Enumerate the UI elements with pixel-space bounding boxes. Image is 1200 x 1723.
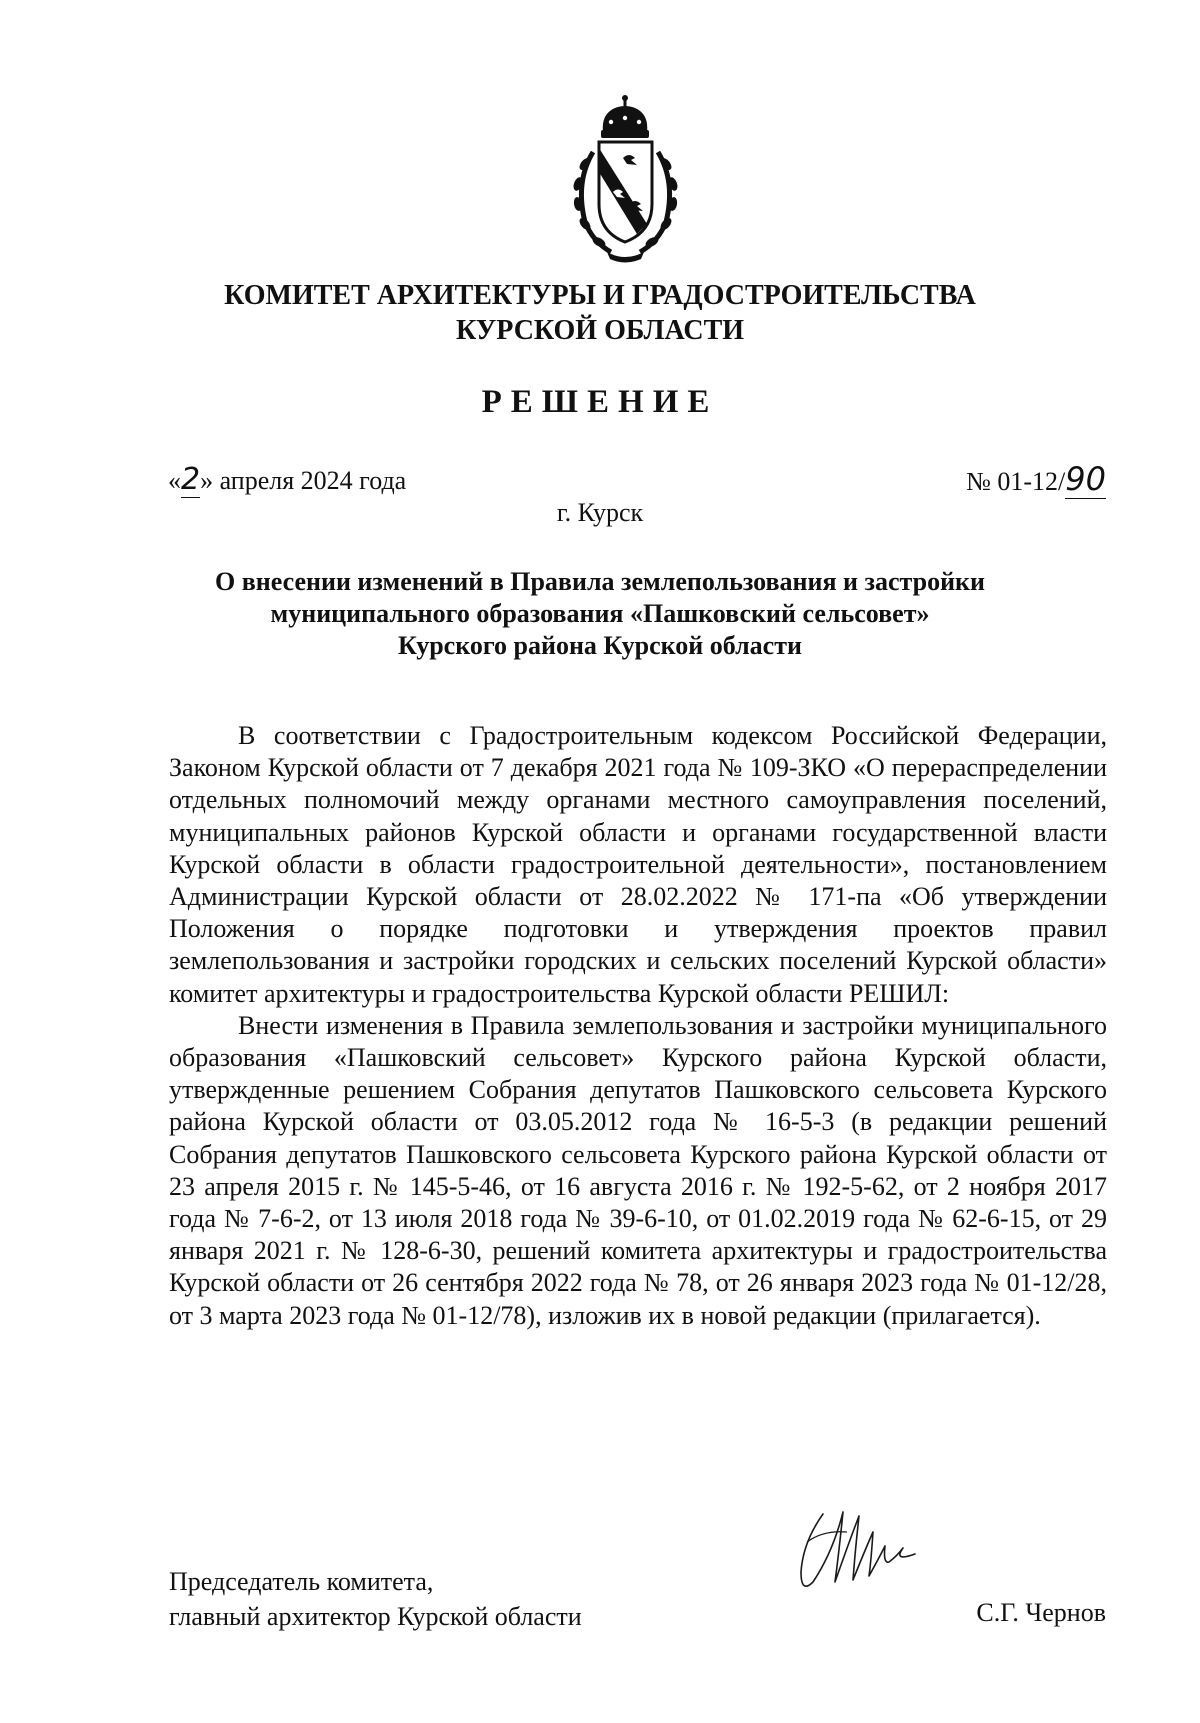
document-number (966, 460, 1106, 499)
coat-of-arms-emblem (563, 92, 688, 264)
document-city: г. Курск (556, 498, 644, 527)
document-date (168, 462, 406, 498)
signer-position (169, 1564, 582, 1634)
subject-line2: муниципального образования «Пашковский сельсовет» (270, 599, 930, 628)
document-number-handwritten: 90 (1065, 460, 1106, 498)
handwritten-signature (793, 1502, 923, 1598)
document-type-title: РЕШЕНИЕ (481, 384, 719, 420)
date-day-handwritten: 2 (181, 462, 201, 497)
subject-line3: Курского района Курской области (398, 631, 802, 660)
signer-name: С.Г. Чернов (976, 1598, 1106, 1627)
body-paragraph-1: В соответствии с Градостроительным кодексом Российской Федерации, Законом Курской области от 7 декабря 2021 года № 109-ЗКО «О перераспределении отдельных полномочий между органами местного самоуправления поселений, муниципальных районов Курской области и органами государственной власти Курской области в области градостроительной деятельности», постановлением Администрации Курской области от 28.02.2022 № 171-па «Об утверждении Положения о порядке подготовки и утверждения проектов правил землепользования и застройки городских и сельских поселений Курской области» комитет архитектуры и градостроительства Курской области РЕШИЛ: (169, 721, 1107, 1008)
signer-position-line1: Председатель комитета, (169, 1567, 434, 1596)
document-subject (170, 566, 1030, 662)
document-number-prefix: № 01-12/ (966, 467, 1066, 496)
document-body (169, 720, 1107, 1332)
signer-position-line2: главный архитектор Курской области (169, 1602, 582, 1631)
body-paragraph-2: Внести изменения в Правила землепользования и застройки муниципального образования «Пашковский сельсовет» Курского района Курской области, утвержденные решением Собрания депутатов Пашковского сельсовета Курского района Курской области от 03.05.2012 года № 16-5-3 (в редакции решений Собрания депутатов Пашковского сельсовета Курского района Курской области от 23 апреля 2015 г. № 145-5-46, от 16 августа 2016 г. № 192-5-62, от 2 ноября 2017 года № 7-6-2, от 13 июля 2018 года № 39-6-10, от 01.02.2019 года № 62-6-15, от 29 января 2021 г. № 128-6-30, решений комитета архитектуры и градостроительства Курской области от 26 сентября 2022 года № 78, от 26 января 2023 года № 01-12/28, от 3 марта 2023 года № 01-12/78), изложив их в новой редакции (прилагается). (169, 1010, 1107, 1330)
date-open-quote: « (168, 466, 181, 495)
subject-line1: О внесении изменений в Правила землепользования и застройки (214, 567, 986, 596)
organization-name-line2: КУРСКОЙ ОБЛАСТИ (455, 315, 745, 346)
date-month-year: » апреля 2024 года (200, 466, 407, 495)
organization-name-line1: КОМИТЕТ АРХИТЕКТУРЫ И ГРАДОСТРОИТЕЛЬСТВА (224, 280, 976, 311)
